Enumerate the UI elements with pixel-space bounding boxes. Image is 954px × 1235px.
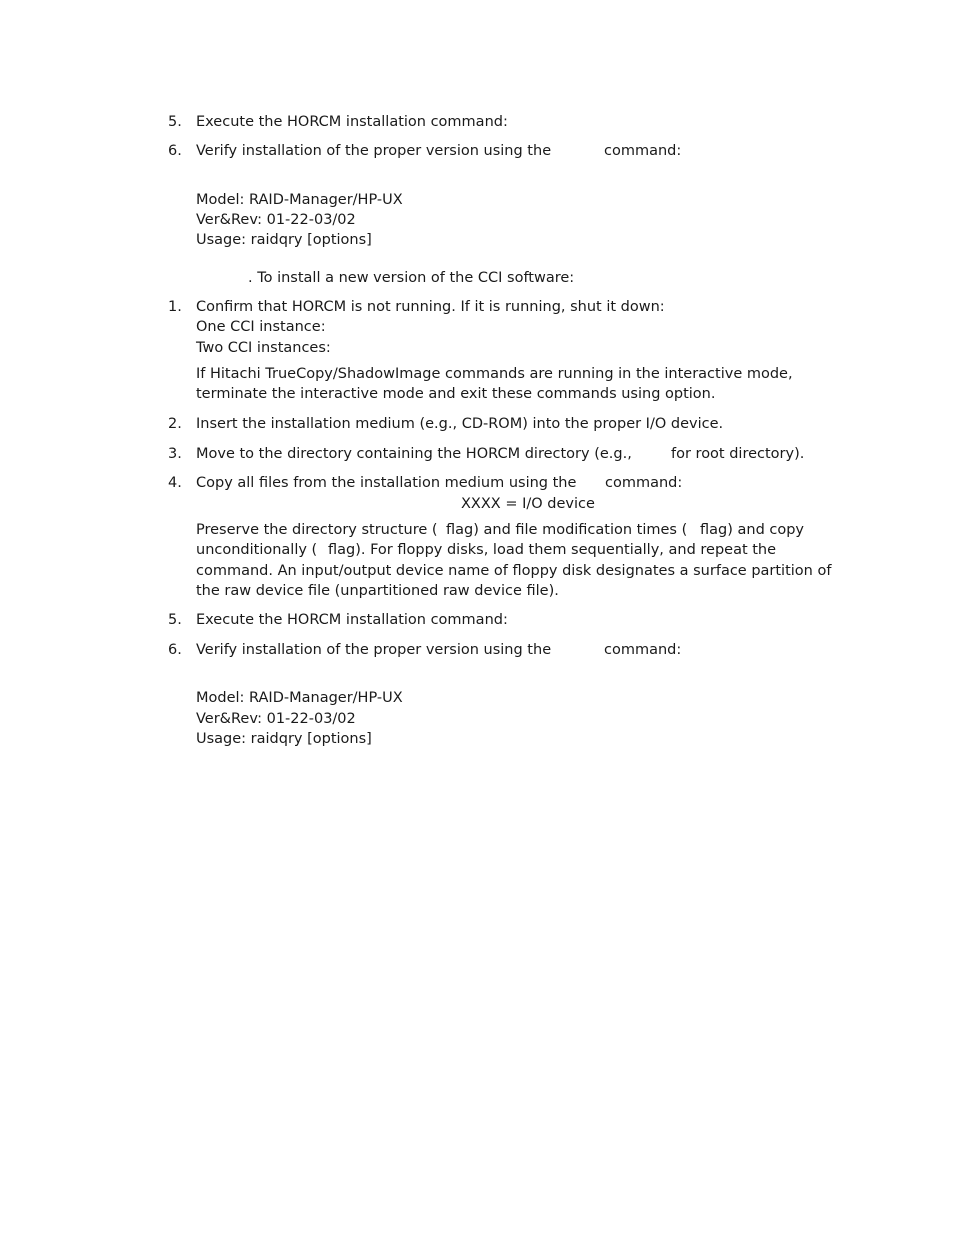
output-verrev: Ver&Rev: 01-22-03/02 xyxy=(196,212,356,228)
step-6-number: 6. xyxy=(168,642,182,658)
step-1-note-line: terminate the interactive mode and exit these commands using xyxy=(196,386,661,402)
step-4-para-text: flag) and file modification times ( xyxy=(446,522,688,538)
step-1-one-instance: One CCI instance: xyxy=(196,319,326,335)
step-1-note-line: If Hitachi TrueCopy/ShadowImage commands are running in the interactive mode, xyxy=(196,366,793,382)
step-4-text: Copy all files from the installation medium using the xyxy=(196,475,577,491)
step-3-text: Move to the directory containing the HORCM directory (e.g., xyxy=(196,446,632,462)
step-2-text: Insert the installation medium (e.g., CD-ROM) into the proper I/O device. xyxy=(196,416,724,432)
step-1-two-instances: Two CCI instances: xyxy=(196,340,331,356)
step-4-text-end: command: xyxy=(605,475,683,491)
step-5-number: 5. xyxy=(168,114,182,130)
step-6-number: 6. xyxy=(168,143,182,159)
step-4-para-text: command. An input/output device name of floppy disk designates a surface partition of xyxy=(196,563,832,579)
step-6-text: Verify installation of the proper version using the xyxy=(196,642,552,658)
step-2-number: 2. xyxy=(168,416,182,432)
step-6-text-end: command: xyxy=(604,143,682,159)
step-1-note-line-end: option. xyxy=(665,386,716,402)
step-5-text: Execute the HORCM installation command: xyxy=(196,114,508,130)
output-model: Model: RAID-Manager/HP-UX xyxy=(196,690,403,706)
output-verrev: Ver&Rev: 01-22-03/02 xyxy=(196,711,356,727)
step-5-number: 5. xyxy=(168,612,182,628)
step-4-para-text: Preserve the directory structure ( xyxy=(196,522,438,538)
step-3-number: 3. xyxy=(168,446,182,462)
step-3-text-end: for root directory). xyxy=(671,446,805,462)
step-1-number: 1. xyxy=(168,299,182,315)
output-usage: Usage: raidqry [options] xyxy=(196,731,372,747)
output-usage: Usage: raidqry [options] xyxy=(196,232,372,248)
procedure-intro: . To install a new version of the CCI software: xyxy=(248,270,575,286)
step-4-para-text: flag). For floppy disks, load them sequentially, and repeat the xyxy=(328,542,777,558)
step-4-para-text: flag) and copy xyxy=(700,522,805,538)
step-6-text: Verify installation of the proper version using the xyxy=(196,143,552,159)
output-model: Model: RAID-Manager/HP-UX xyxy=(196,192,403,208)
step-5-text: Execute the HORCM installation command: xyxy=(196,612,508,628)
step-4-device-note: XXXX = I/O device xyxy=(461,496,595,512)
step-4-para-text: unconditionally ( xyxy=(196,542,318,558)
step-1-text: Confirm that HORCM is not running. If it is running, shut it down: xyxy=(196,299,665,315)
step-4-para-text: the raw device file (unpartitioned raw device file). xyxy=(196,583,559,599)
step-6-text-end: command: xyxy=(604,642,682,658)
step-4-number: 4. xyxy=(168,475,182,491)
